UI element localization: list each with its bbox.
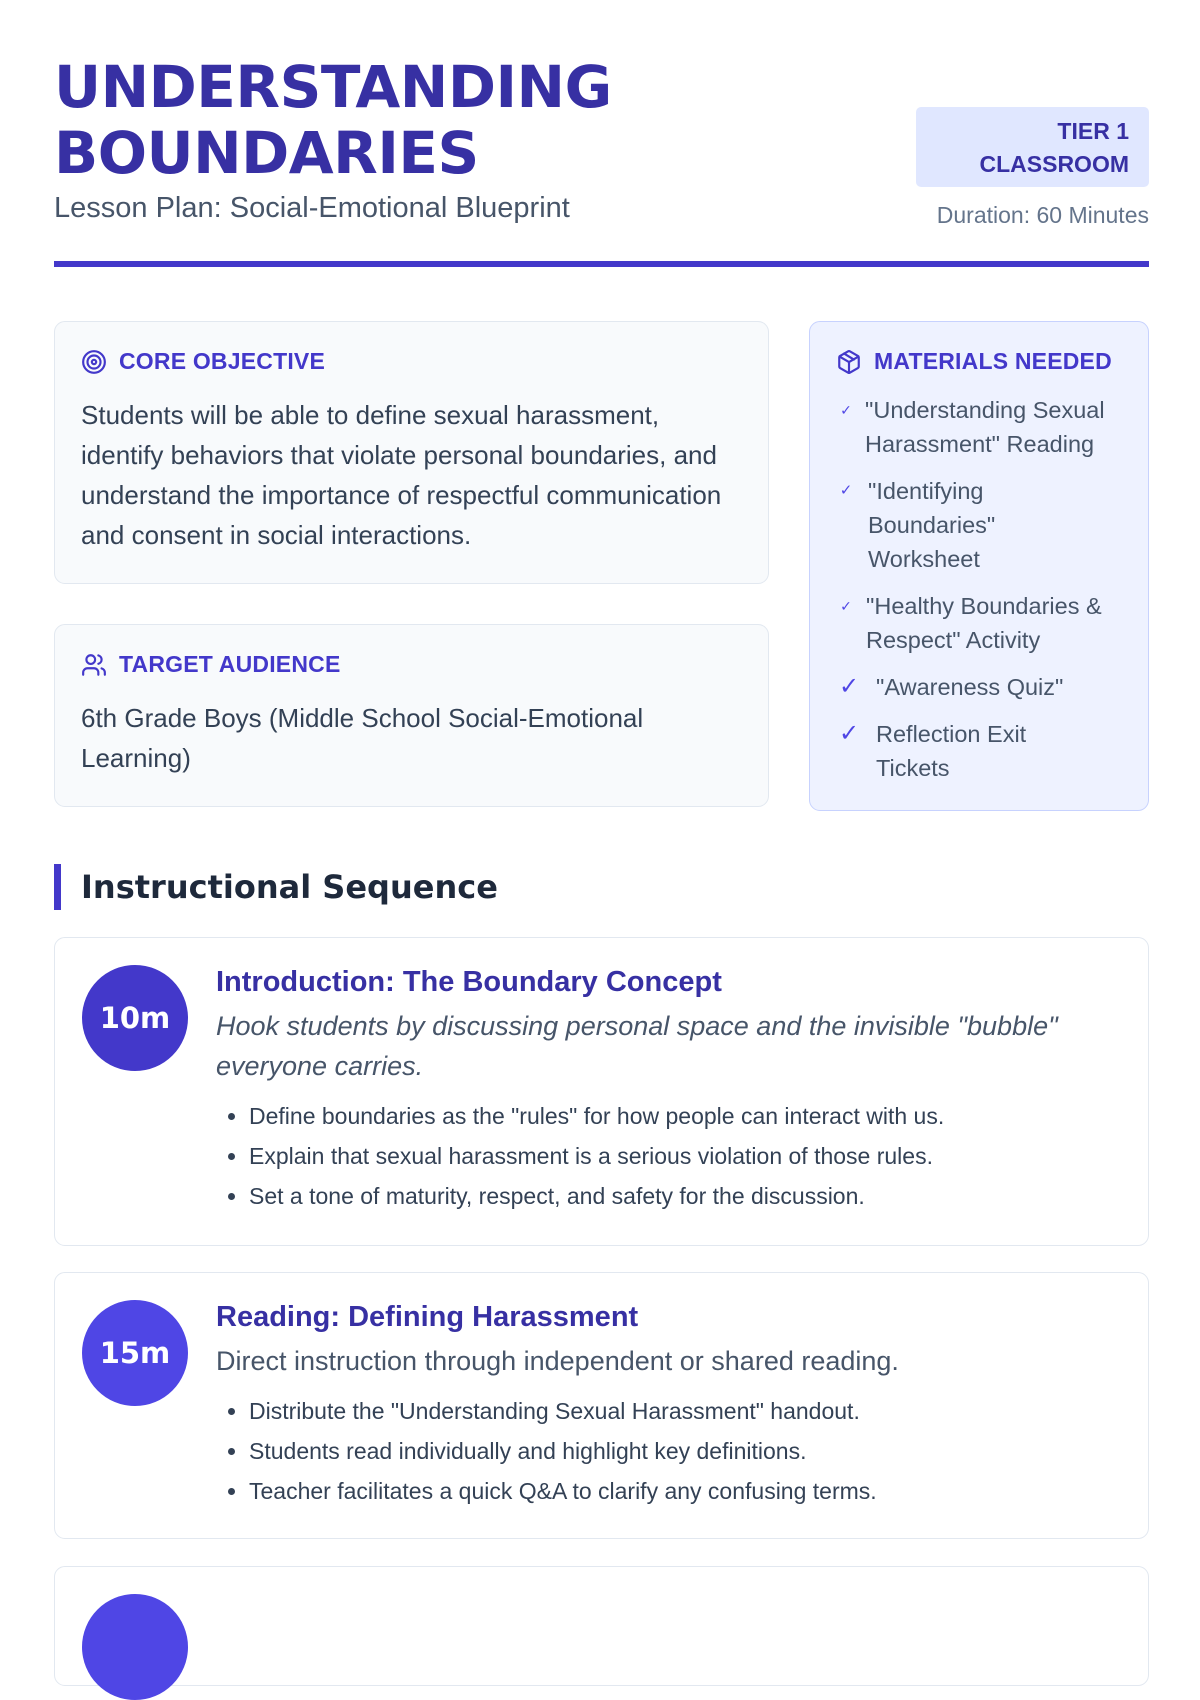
page-title [54, 54, 674, 186]
step-point: • Define boundaries as the "rules" for how people can interact with us. [249, 1096, 1124, 1136]
sequence-step [54, 1272, 1149, 1539]
materials-list-item [836, 670, 1124, 704]
step-point: • Students read individually and highlight key definitions. [249, 1431, 1124, 1471]
step-title: Introduction: The Boundary Concept [216, 966, 722, 998]
users-icon [81, 652, 107, 678]
tier-badge-line-2: CLASSROOM [979, 151, 1129, 177]
step-points [216, 1391, 1124, 1511]
target-audience-heading [81, 651, 742, 678]
step-point: • Explain that sexual harassment is a serious violation of those rules. [249, 1136, 1124, 1176]
step-point: • Distribute the "Understanding Sexual Harassment" handout. [249, 1391, 1124, 1431]
materials-needed-card [809, 321, 1149, 811]
step-content [216, 962, 1124, 1216]
check-icon: ✓ [838, 673, 860, 700]
check-icon: ✓ [838, 720, 860, 747]
section-heading: Instructional Sequence [54, 864, 498, 910]
materials-list-item [836, 474, 1124, 576]
page-header [54, 0, 1149, 268]
page-subtitle: Lesson Plan: Social-Emotional Blueprint [54, 192, 570, 224]
target-icon [81, 349, 107, 375]
header-divider [54, 261, 1149, 267]
step-point: • Teacher facilitates a quick Q&A to clarify any confusing terms. [249, 1471, 1124, 1511]
page-title-line-2: BOUNDARIES [54, 119, 479, 187]
sequence-step-partial [54, 1566, 1149, 1686]
materials-item-label: "Awareness Quiz" [876, 674, 1064, 700]
check-icon: ✓ [839, 482, 853, 499]
step-duration-badge-partial [82, 1594, 188, 1700]
materials-item-label: "Healthy Boundaries & Respect" Activity [866, 593, 1102, 653]
lesson-plan-page [54, 0, 1149, 1504]
step-description: Direct instruction through independent or shared reading. [216, 1346, 899, 1376]
step-description: Hook students by discussing personal space and the invisible "bubble" everyone carries. [216, 1011, 1058, 1081]
step-duration-badge: 10m [82, 965, 188, 1071]
sequence-step [54, 937, 1149, 1246]
materials-list [836, 393, 1124, 785]
package-icon [836, 349, 862, 375]
tier-badge [916, 107, 1149, 187]
materials-item-label: "Identifying Boundaries" Worksheet [868, 478, 996, 572]
materials-list-item [836, 393, 1124, 461]
target-audience-heading-text: TARGET AUDIENCE [119, 651, 341, 677]
target-audience-card [54, 624, 769, 807]
materials-needed-heading [836, 348, 1124, 375]
core-objective-card [54, 321, 769, 584]
materials-item-label: Reflection Exit Tickets [876, 721, 1027, 781]
step-content [216, 1297, 1124, 1511]
check-icon: ✓ [840, 598, 852, 614]
page-title-line-1: UNDERSTANDING [54, 53, 612, 121]
materials-needed-heading-text: MATERIALS NEEDED [874, 348, 1112, 374]
check-icon: ✓ [840, 402, 852, 418]
core-objective-heading-text: CORE OBJECTIVE [119, 348, 326, 374]
target-audience-text: 6th Grade Boys (Middle School Social-Emotional Learning) [81, 703, 644, 773]
materials-item-label: "Understanding Sexual Harassment" Reading [865, 397, 1105, 457]
step-title: Reading: Defining Harassment [216, 1301, 639, 1333]
tier-badge-line-1: TIER 1 [1057, 118, 1129, 144]
materials-list-item [836, 717, 1124, 785]
core-objective-heading [81, 348, 742, 375]
materials-list-item [836, 589, 1124, 657]
step-duration-badge: 15m [82, 1300, 188, 1406]
core-objective-text: Students will be able to define sexual harassment, identify behaviors that violate personal boundaries, and understand the importance of respectful communication and consent in social interactions. [81, 400, 722, 550]
step-point: • Set a tone of maturity, respect, and safety for the discussion. [249, 1176, 1124, 1216]
step-points [216, 1096, 1124, 1216]
duration-label: Duration: 60 Minutes [936, 202, 1149, 228]
